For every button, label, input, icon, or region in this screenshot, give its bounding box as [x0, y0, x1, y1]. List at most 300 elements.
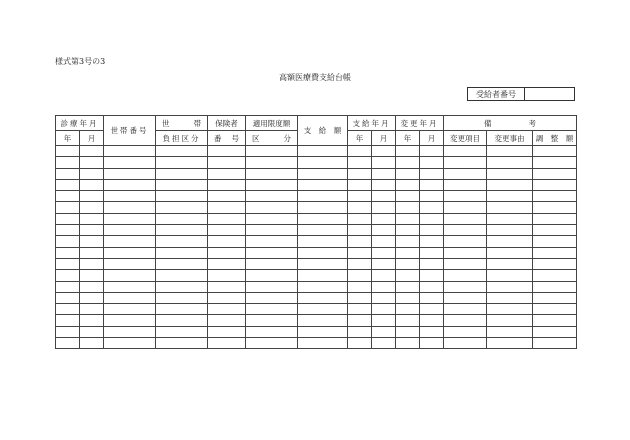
- table-cell[interactable]: [487, 179, 533, 190]
- table-cell[interactable]: [208, 213, 246, 224]
- table-cell[interactable]: [104, 270, 156, 281]
- table-cell[interactable]: [298, 281, 348, 292]
- table-cell[interactable]: [396, 326, 420, 337]
- table-cell[interactable]: [156, 168, 208, 179]
- table-row: [56, 202, 577, 213]
- table-cell[interactable]: [298, 236, 348, 247]
- table-row: [56, 168, 577, 179]
- table-cell[interactable]: [420, 225, 444, 236]
- table-cell[interactable]: [246, 146, 298, 157]
- table-cell[interactable]: [444, 281, 487, 292]
- recipient-number-label: 受給者番号: [468, 88, 525, 100]
- table-cell[interactable]: [80, 191, 104, 202]
- table-cell[interactable]: [208, 202, 246, 213]
- table-cell[interactable]: [533, 225, 577, 236]
- table-cell[interactable]: [80, 315, 104, 326]
- table-cell[interactable]: [348, 191, 372, 202]
- table-cell[interactable]: [487, 304, 533, 315]
- table-cell[interactable]: [420, 236, 444, 247]
- table-cell[interactable]: [156, 281, 208, 292]
- table-cell[interactable]: [487, 338, 533, 349]
- table-cell[interactable]: [298, 270, 348, 281]
- table-cell[interactable]: [80, 292, 104, 303]
- table-cell[interactable]: [533, 270, 577, 281]
- table-cell[interactable]: [396, 247, 420, 258]
- table-cell[interactable]: [208, 146, 246, 157]
- table-cell[interactable]: [298, 304, 348, 315]
- table-cell[interactable]: [372, 179, 396, 190]
- table-cell[interactable]: [487, 315, 533, 326]
- table-cell[interactable]: [533, 146, 577, 157]
- table-cell[interactable]: [420, 315, 444, 326]
- table-cell[interactable]: [156, 236, 208, 247]
- table-cell[interactable]: [444, 225, 487, 236]
- table-cell[interactable]: [80, 326, 104, 337]
- table-cell[interactable]: [80, 247, 104, 258]
- table-cell[interactable]: [372, 225, 396, 236]
- table-cell[interactable]: [56, 213, 80, 224]
- table-cell[interactable]: [156, 146, 208, 157]
- table-row: [56, 191, 577, 202]
- header-payment-month: 月: [372, 131, 396, 146]
- header-change-reason: 変更事由: [487, 131, 533, 146]
- table-cell[interactable]: [533, 191, 577, 202]
- table-cell[interactable]: [372, 292, 396, 303]
- table-cell[interactable]: [487, 168, 533, 179]
- table-cell[interactable]: [298, 213, 348, 224]
- table-cell[interactable]: [56, 315, 80, 326]
- table-cell[interactable]: [246, 168, 298, 179]
- table-cell[interactable]: [444, 338, 487, 349]
- table-cell[interactable]: [372, 338, 396, 349]
- table-cell[interactable]: [246, 225, 298, 236]
- table-cell[interactable]: [444, 191, 487, 202]
- table-cell[interactable]: [420, 338, 444, 349]
- table-cell[interactable]: [246, 202, 298, 213]
- table-cell[interactable]: [156, 304, 208, 315]
- table-cell[interactable]: [104, 146, 156, 157]
- table-cell[interactable]: [298, 338, 348, 349]
- table-cell[interactable]: [80, 157, 104, 168]
- table-cell[interactable]: [156, 247, 208, 258]
- table-cell[interactable]: [348, 157, 372, 168]
- header-change-item: 変更項目: [444, 131, 487, 146]
- table-cell[interactable]: [348, 225, 372, 236]
- table-cell[interactable]: [80, 236, 104, 247]
- table-cell[interactable]: [104, 247, 156, 258]
- table-cell[interactable]: [208, 168, 246, 179]
- table-cell[interactable]: [56, 270, 80, 281]
- table-cell[interactable]: [208, 157, 246, 168]
- table-cell[interactable]: [444, 304, 487, 315]
- ledger-body: [56, 146, 577, 349]
- table-cell[interactable]: [487, 326, 533, 337]
- table-cell[interactable]: [208, 315, 246, 326]
- table-cell[interactable]: [208, 258, 246, 269]
- table-cell[interactable]: [156, 179, 208, 190]
- table-cell[interactable]: [444, 236, 487, 247]
- header-household-number: 世帯番号: [104, 116, 156, 146]
- header-limit-applied: 適用限度額: [246, 116, 298, 131]
- table-cell[interactable]: [56, 146, 80, 157]
- table-cell[interactable]: [420, 157, 444, 168]
- table-cell[interactable]: [80, 225, 104, 236]
- table-cell[interactable]: [298, 315, 348, 326]
- table-cell[interactable]: [156, 157, 208, 168]
- table-row: [56, 213, 577, 224]
- table-cell[interactable]: [348, 258, 372, 269]
- table-cell[interactable]: [372, 202, 396, 213]
- table-cell[interactable]: [444, 202, 487, 213]
- table-cell[interactable]: [396, 179, 420, 190]
- table-cell[interactable]: [348, 179, 372, 190]
- table-cell[interactable]: [487, 292, 533, 303]
- table-cell[interactable]: [246, 281, 298, 292]
- table-cell[interactable]: [56, 179, 80, 190]
- table-cell[interactable]: [246, 179, 298, 190]
- table-cell[interactable]: [80, 258, 104, 269]
- table-cell[interactable]: [104, 304, 156, 315]
- header-household-left: 世: [162, 118, 170, 128]
- table-cell[interactable]: [56, 292, 80, 303]
- table-cell[interactable]: [372, 168, 396, 179]
- table-cell[interactable]: [444, 270, 487, 281]
- table-cell[interactable]: [533, 304, 577, 315]
- table-cell[interactable]: [104, 315, 156, 326]
- table-cell[interactable]: [396, 236, 420, 247]
- recipient-number-field[interactable]: [525, 88, 574, 100]
- table-cell[interactable]: [444, 168, 487, 179]
- table-cell[interactable]: [56, 281, 80, 292]
- table-cell[interactable]: [487, 146, 533, 157]
- header-household-right: 帯: [193, 118, 201, 128]
- table-cell[interactable]: [396, 281, 420, 292]
- table-cell[interactable]: [444, 179, 487, 190]
- table-cell[interactable]: [420, 202, 444, 213]
- table-cell[interactable]: [298, 326, 348, 337]
- table-cell[interactable]: [533, 236, 577, 247]
- table-cell[interactable]: [444, 146, 487, 157]
- table-cell[interactable]: [372, 236, 396, 247]
- header-consult-year-month: 診療年月: [56, 116, 104, 131]
- table-cell[interactable]: [348, 315, 372, 326]
- table-cell[interactable]: [298, 146, 348, 157]
- table-cell[interactable]: [156, 191, 208, 202]
- header-consult-month: 月: [80, 131, 104, 146]
- table-row: [56, 270, 577, 281]
- table-row: [56, 338, 577, 349]
- table-cell[interactable]: [420, 213, 444, 224]
- table-cell[interactable]: [156, 202, 208, 213]
- table-cell[interactable]: [80, 168, 104, 179]
- table-cell[interactable]: [372, 157, 396, 168]
- table-row: [56, 225, 577, 236]
- table-cell[interactable]: [444, 326, 487, 337]
- table-row: [56, 326, 577, 337]
- table-cell[interactable]: [372, 304, 396, 315]
- table-cell[interactable]: [372, 270, 396, 281]
- table-cell[interactable]: [208, 270, 246, 281]
- table-cell[interactable]: [246, 338, 298, 349]
- form-title: 高額医療費支給台帳: [279, 73, 351, 82]
- table-cell[interactable]: [56, 338, 80, 349]
- table-cell[interactable]: [533, 247, 577, 258]
- header-household-top: [156, 116, 208, 131]
- table-cell[interactable]: [487, 281, 533, 292]
- table-cell[interactable]: [420, 326, 444, 337]
- table-cell[interactable]: [396, 202, 420, 213]
- table-cell[interactable]: [298, 168, 348, 179]
- table-cell[interactable]: [56, 191, 80, 202]
- table-cell[interactable]: [80, 146, 104, 157]
- table-cell[interactable]: [396, 258, 420, 269]
- table-cell[interactable]: [156, 258, 208, 269]
- table-cell[interactable]: [104, 258, 156, 269]
- table-cell[interactable]: [396, 338, 420, 349]
- table-cell[interactable]: [56, 304, 80, 315]
- table-cell[interactable]: [487, 157, 533, 168]
- table-cell[interactable]: [420, 258, 444, 269]
- table-cell[interactable]: [533, 315, 577, 326]
- header-payment-year-month: 支給年月: [348, 116, 396, 131]
- table-cell[interactable]: [420, 270, 444, 281]
- table-cell[interactable]: [348, 338, 372, 349]
- table-cell[interactable]: [533, 157, 577, 168]
- header-insurer-number: [208, 131, 246, 146]
- table-cell[interactable]: [208, 281, 246, 292]
- table-cell[interactable]: [372, 315, 396, 326]
- table-cell[interactable]: [487, 213, 533, 224]
- table-cell[interactable]: [372, 326, 396, 337]
- table-cell[interactable]: [208, 326, 246, 337]
- table-cell[interactable]: [487, 225, 533, 236]
- table-cell[interactable]: [104, 157, 156, 168]
- table-cell[interactable]: [246, 258, 298, 269]
- table-cell[interactable]: [533, 281, 577, 292]
- table-cell[interactable]: [444, 213, 487, 224]
- table-cell[interactable]: [444, 247, 487, 258]
- table-cell[interactable]: [348, 146, 372, 157]
- table-cell[interactable]: [56, 202, 80, 213]
- table-cell[interactable]: [156, 292, 208, 303]
- table-cell[interactable]: [420, 179, 444, 190]
- header-remarks-left: 備: [484, 118, 492, 128]
- table-cell[interactable]: [348, 202, 372, 213]
- table-cell[interactable]: [298, 157, 348, 168]
- table-cell[interactable]: [396, 168, 420, 179]
- table-cell[interactable]: [56, 326, 80, 337]
- table-cell[interactable]: [298, 202, 348, 213]
- table-cell[interactable]: [420, 281, 444, 292]
- table-row: [56, 258, 577, 269]
- table-cell[interactable]: [348, 326, 372, 337]
- table-cell[interactable]: [396, 213, 420, 224]
- table-cell[interactable]: [396, 304, 420, 315]
- table-cell[interactable]: [487, 191, 533, 202]
- table-cell[interactable]: [396, 146, 420, 157]
- table-cell[interactable]: [156, 225, 208, 236]
- table-cell[interactable]: [208, 247, 246, 258]
- table-cell[interactable]: [80, 202, 104, 213]
- header-change-month: 月: [420, 131, 444, 146]
- header-remarks-right: 考: [528, 118, 536, 128]
- table-cell[interactable]: [246, 191, 298, 202]
- table-cell[interactable]: [372, 247, 396, 258]
- table-cell[interactable]: [533, 326, 577, 337]
- table-cell[interactable]: [246, 326, 298, 337]
- table-row: [56, 304, 577, 315]
- header-insurer-number-right: 号: [231, 133, 239, 143]
- recipient-number-box: [467, 87, 575, 101]
- table-cell[interactable]: [208, 179, 246, 190]
- table-cell[interactable]: [80, 179, 104, 190]
- table-cell[interactable]: [348, 247, 372, 258]
- table-cell[interactable]: [246, 304, 298, 315]
- table-cell[interactable]: [487, 270, 533, 281]
- table-cell[interactable]: [80, 338, 104, 349]
- table-cell[interactable]: [444, 315, 487, 326]
- header-remarks: [444, 116, 577, 131]
- table-cell[interactable]: [533, 338, 577, 349]
- table-cell[interactable]: [420, 168, 444, 179]
- table-cell[interactable]: [246, 292, 298, 303]
- table-cell[interactable]: [104, 168, 156, 179]
- table-cell[interactable]: [298, 225, 348, 236]
- table-cell[interactable]: [104, 292, 156, 303]
- table-cell[interactable]: [487, 258, 533, 269]
- table-cell[interactable]: [533, 258, 577, 269]
- table-cell[interactable]: [348, 281, 372, 292]
- table-cell[interactable]: [348, 236, 372, 247]
- table-cell[interactable]: [298, 292, 348, 303]
- table-cell[interactable]: [56, 157, 80, 168]
- table-row: [56, 157, 577, 168]
- header-payment-year: 年: [348, 131, 372, 146]
- table-cell[interactable]: [104, 326, 156, 337]
- header-burden-class: 負担区分: [156, 131, 208, 146]
- table-cell[interactable]: [104, 202, 156, 213]
- table-cell[interactable]: [372, 191, 396, 202]
- table-row: [56, 179, 577, 190]
- table-cell[interactable]: [420, 191, 444, 202]
- table-cell[interactable]: [104, 338, 156, 349]
- table-cell[interactable]: [420, 304, 444, 315]
- table-cell[interactable]: [56, 247, 80, 258]
- table-cell[interactable]: [444, 292, 487, 303]
- table-row: [56, 146, 577, 157]
- table-cell[interactable]: [156, 213, 208, 224]
- table-cell[interactable]: [372, 146, 396, 157]
- table-cell[interactable]: [396, 270, 420, 281]
- table-cell[interactable]: [533, 168, 577, 179]
- table-cell[interactable]: [420, 247, 444, 258]
- table-cell[interactable]: [372, 213, 396, 224]
- table-cell[interactable]: [348, 270, 372, 281]
- table-cell[interactable]: [298, 247, 348, 258]
- table-cell[interactable]: [298, 179, 348, 190]
- table-cell[interactable]: [348, 168, 372, 179]
- header-change-year: 年: [396, 131, 420, 146]
- table-cell[interactable]: [396, 225, 420, 236]
- table-cell[interactable]: [396, 315, 420, 326]
- table-cell[interactable]: [80, 304, 104, 315]
- table-cell[interactable]: [348, 292, 372, 303]
- table-cell[interactable]: [487, 202, 533, 213]
- table-cell[interactable]: [56, 236, 80, 247]
- table-cell[interactable]: [396, 292, 420, 303]
- table-cell[interactable]: [80, 213, 104, 224]
- table-cell[interactable]: [56, 258, 80, 269]
- table-row: [56, 292, 577, 303]
- table-cell[interactable]: [80, 281, 104, 292]
- table-cell[interactable]: [56, 225, 80, 236]
- table-cell[interactable]: [298, 191, 348, 202]
- table-cell[interactable]: [104, 213, 156, 224]
- table-row: [56, 281, 577, 292]
- table-cell[interactable]: [56, 168, 80, 179]
- table-cell[interactable]: [487, 247, 533, 258]
- table-row: [56, 315, 577, 326]
- table-cell[interactable]: [208, 236, 246, 247]
- table-cell[interactable]: [533, 202, 577, 213]
- table-cell[interactable]: [246, 157, 298, 168]
- table-cell[interactable]: [396, 157, 420, 168]
- table-cell[interactable]: [156, 315, 208, 326]
- table-cell[interactable]: [348, 304, 372, 315]
- table-cell[interactable]: [246, 236, 298, 247]
- table-cell[interactable]: [156, 338, 208, 349]
- table-cell[interactable]: [246, 315, 298, 326]
- table-cell[interactable]: [246, 270, 298, 281]
- header-class-right: 分: [283, 133, 291, 143]
- table-cell[interactable]: [444, 258, 487, 269]
- table-cell[interactable]: [533, 292, 577, 303]
- table-cell[interactable]: [487, 236, 533, 247]
- table-cell[interactable]: [420, 146, 444, 157]
- header-insurer-number-left: 番: [214, 133, 222, 143]
- table-cell[interactable]: [80, 270, 104, 281]
- table-cell[interactable]: [208, 191, 246, 202]
- table-cell[interactable]: [298, 258, 348, 269]
- header-class-left: 区: [252, 133, 260, 143]
- table-cell[interactable]: [208, 292, 246, 303]
- table-cell[interactable]: [348, 213, 372, 224]
- header-change-year-month: 変更年月: [396, 116, 444, 131]
- table-cell[interactable]: [533, 213, 577, 224]
- table-cell[interactable]: [104, 236, 156, 247]
- table-cell[interactable]: [104, 225, 156, 236]
- table-cell[interactable]: [208, 304, 246, 315]
- table-cell[interactable]: [208, 338, 246, 349]
- table-cell[interactable]: [246, 213, 298, 224]
- table-cell[interactable]: [208, 225, 246, 236]
- table-cell[interactable]: [396, 191, 420, 202]
- table-cell[interactable]: [104, 191, 156, 202]
- table-cell[interactable]: [104, 179, 156, 190]
- table-cell[interactable]: [246, 247, 298, 258]
- header-payment-amount: 支 給 額: [298, 116, 348, 146]
- table-cell[interactable]: [372, 281, 396, 292]
- header-consult-year: 年: [56, 131, 80, 146]
- table-cell[interactable]: [533, 179, 577, 190]
- table-cell[interactable]: [420, 292, 444, 303]
- table-cell[interactable]: [156, 326, 208, 337]
- table-row: [56, 236, 577, 247]
- table-cell[interactable]: [104, 281, 156, 292]
- table-cell[interactable]: [156, 270, 208, 281]
- table-cell[interactable]: [372, 258, 396, 269]
- table-cell[interactable]: [444, 157, 487, 168]
